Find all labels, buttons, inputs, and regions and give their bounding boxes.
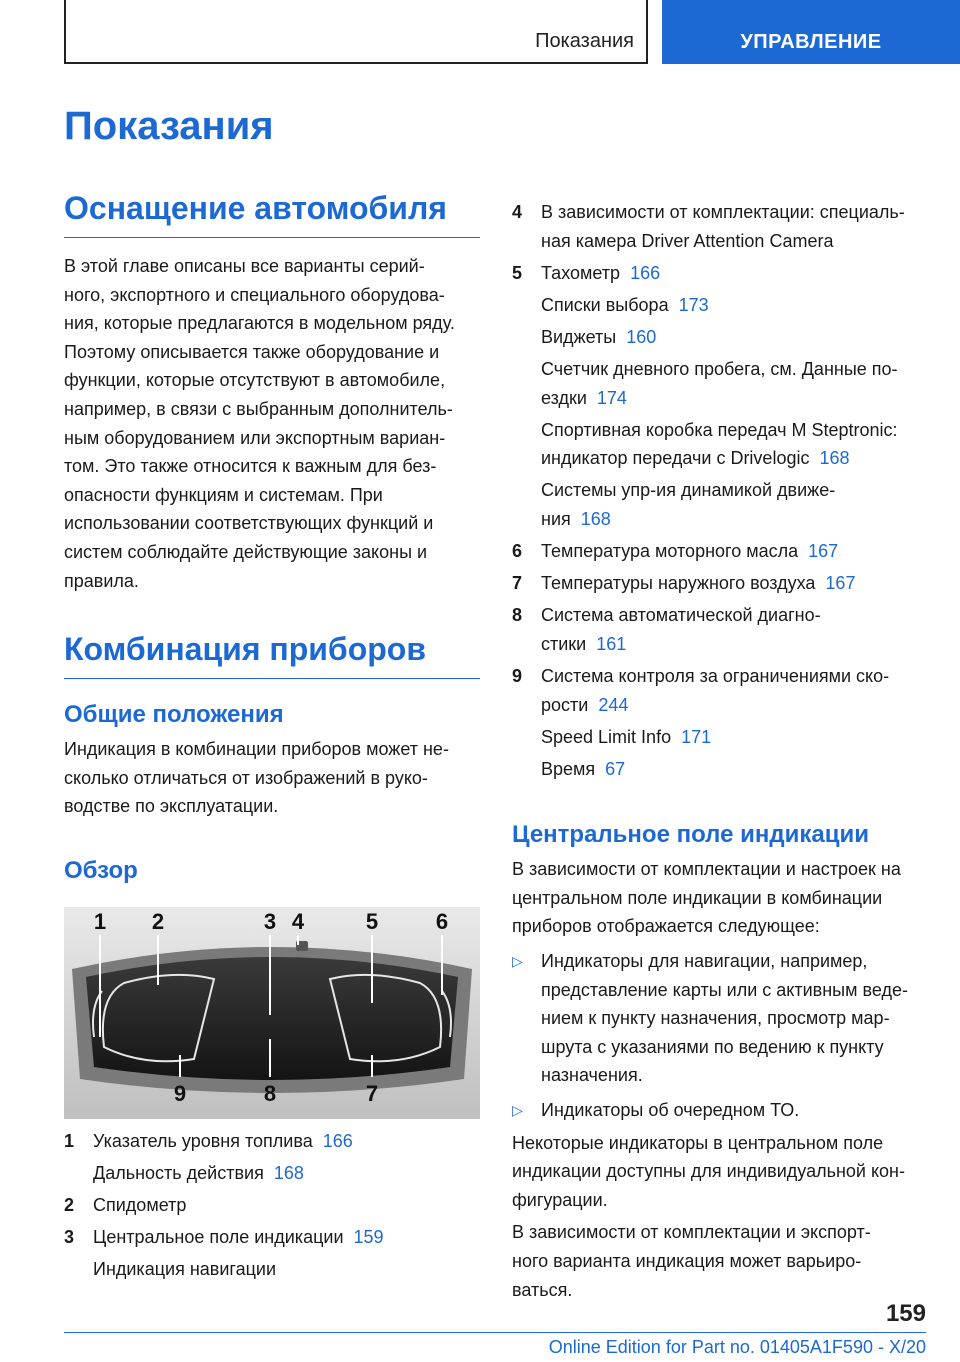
- page-reference-link[interactable]: 167: [825, 573, 856, 594]
- item-number: 6: [512, 541, 523, 562]
- text-line: систем соблюдайте действующие законы и: [64, 541, 428, 562]
- bullet-text: представление карты или с активным веде-: [541, 979, 908, 1000]
- item-number: 5: [512, 262, 523, 283]
- callout-4: 4: [291, 908, 305, 934]
- callout-8: 8: [263, 1080, 277, 1106]
- text-line: ния, которые предлагаются в модельном ряду.: [64, 313, 455, 334]
- text-line: Индикация в комбинации приборов может не-: [64, 739, 449, 760]
- central-paragraph-3: [512, 1218, 926, 1304]
- list-subitem: [512, 723, 926, 752]
- page-reference-link[interactable]: 244: [598, 694, 629, 715]
- text-line: ного варианта индикация может варьиро-: [512, 1251, 862, 1271]
- overview-heading: Обзор: [64, 856, 138, 884]
- item-number: 1: [64, 1130, 75, 1151]
- page-reference-link[interactable]: 166: [630, 262, 661, 283]
- item-text: индикатор передачи с Drivelogic: [541, 448, 810, 469]
- item-text: рости: [541, 694, 589, 715]
- page-reference-link[interactable]: 159: [353, 1227, 384, 1248]
- item-text: Индикация навигации: [93, 1259, 276, 1280]
- text-line: фигурации.: [512, 1189, 608, 1210]
- item-text: Время: [541, 758, 596, 779]
- page-reference-link[interactable]: 161: [596, 633, 627, 654]
- item-number: 3: [64, 1227, 75, 1248]
- text-line: ного, экспортного и специального оборудова-: [64, 284, 445, 305]
- footer-divider: [64, 1332, 926, 1333]
- item-text: Температура моторного масла: [541, 541, 799, 562]
- instrument-cluster-diagram: [64, 907, 480, 1119]
- list-item: [512, 569, 926, 598]
- item-text: ная камера Driver Attention Camera: [541, 230, 834, 251]
- bullet-text: нием к пункту назначения, просмотр мар-: [541, 1008, 890, 1029]
- text-line: В этой главе описаны все варианты серий-: [64, 256, 425, 276]
- item-text: Система автоматической диагно-: [541, 605, 821, 626]
- text-line: функции, которые отсутствуют в автомобиле,: [64, 370, 446, 391]
- list-item: [512, 601, 926, 658]
- legend-list-right: [512, 198, 926, 783]
- header-section-box: [64, 0, 648, 64]
- bullet-text: назначения.: [541, 1065, 643, 1086]
- text-line: опасности функциям и системам. При: [64, 484, 383, 505]
- text-line: использовании соответствующих функций и: [64, 513, 434, 534]
- right-column: [512, 198, 926, 1304]
- list-item: [512, 259, 926, 288]
- general-paragraph: [64, 735, 480, 821]
- triangle-bullet-icon: ▷: [512, 1102, 523, 1119]
- list-subitem: [512, 355, 926, 412]
- item-text: Указатель уровня топлива: [93, 1130, 313, 1151]
- list-item: [512, 537, 926, 566]
- header-section-label: Показания: [535, 30, 634, 52]
- item-number: 4: [512, 202, 523, 222]
- callout-1: 1: [93, 908, 107, 934]
- list-subitem: [512, 416, 926, 473]
- callout-9: 9: [173, 1080, 187, 1106]
- list-item: [64, 1191, 480, 1220]
- item-text: стики: [541, 633, 587, 654]
- equipment-heading: Оснащение автомобиля: [64, 190, 480, 238]
- central-paragraph-2: [512, 1129, 926, 1215]
- central-intro-paragraph: [512, 855, 926, 941]
- list-subitem: [64, 1159, 480, 1188]
- list-subitem: [512, 755, 926, 784]
- item-text: Списки выбора: [541, 294, 669, 315]
- page-reference-link[interactable]: 171: [681, 726, 712, 747]
- legend-list-left: [64, 1127, 480, 1284]
- list-item: [512, 662, 926, 719]
- list-subitem: [512, 291, 926, 320]
- text-line: Поэтому описывается также оборудование и: [64, 341, 440, 362]
- callout-5: 5: [365, 908, 379, 934]
- page-reference-link[interactable]: 160: [626, 326, 657, 347]
- cluster-heading: Комбинация приборов: [64, 631, 480, 679]
- page-reference-link[interactable]: 67: [605, 758, 626, 779]
- item-text: Виджеты: [541, 326, 617, 347]
- central-field-heading: Центральное поле индикации: [512, 821, 869, 849]
- callout-7: 7: [365, 1080, 379, 1106]
- list-item: [64, 1127, 480, 1156]
- item-text: Температуры наружного воздуха: [541, 573, 816, 594]
- item-number: 9: [512, 665, 523, 686]
- header-chapter-tab: УПРАВЛЕНИЕ: [662, 0, 960, 64]
- bullet-text: Индикаторы об очередном ТО.: [541, 1100, 800, 1121]
- list-item: [64, 1223, 480, 1252]
- equipment-paragraph: [64, 252, 480, 595]
- text-line: приборов отображается следующее:: [512, 916, 820, 937]
- text-line: Некоторые индикаторы в центральном поле: [512, 1132, 884, 1153]
- text-line: В зависимости от комплектации и экспорт-: [512, 1222, 871, 1243]
- item-text: Speed Limit Info: [541, 726, 672, 747]
- page-title: Показания: [64, 104, 274, 148]
- item-text: Центральное поле индикации: [93, 1227, 344, 1248]
- item-text: Системы упр-ия динамикой движе-: [541, 480, 836, 501]
- text-line: ваться.: [512, 1279, 573, 1300]
- footer-edition-text: Online Edition for Part no. 01405A1F590 - X/20: [548, 1337, 926, 1357]
- item-number: 2: [64, 1195, 75, 1216]
- item-text: Спортивная коробка передач M Steptronic:: [541, 419, 898, 440]
- item-text: Тахометр: [541, 262, 621, 283]
- triangle-bullet-icon: ▷: [512, 953, 523, 970]
- page-reference-link[interactable]: 168: [273, 1163, 304, 1183]
- callout-6: 6: [435, 908, 449, 934]
- list-item: [512, 198, 926, 255]
- bullet-item: [512, 1096, 926, 1125]
- page-reference-link[interactable]: 166: [322, 1130, 353, 1151]
- text-line: том. Это также относится к важным для без-: [64, 456, 437, 477]
- page-reference-link[interactable]: 168: [819, 448, 850, 469]
- page-reference-link[interactable]: 167: [808, 541, 839, 562]
- bullet-text: Индикаторы для навигации, например,: [541, 951, 868, 972]
- item-text: Система контроля за ограничениями ско-: [541, 665, 890, 686]
- item-number: 7: [512, 573, 523, 594]
- list-subitem: [64, 1255, 480, 1284]
- page-reference-link[interactable]: 168: [580, 508, 611, 529]
- page-reference-link[interactable]: 173: [678, 294, 709, 315]
- text-line: например, в связи с выбранным дополнитель-: [64, 398, 453, 419]
- callout-2: 2: [151, 908, 165, 934]
- text-line: правила.: [64, 570, 139, 591]
- text-line: центральном поле индикации в комбинации: [512, 887, 883, 908]
- item-text: ния: [541, 508, 571, 529]
- page-number: 159: [885, 1300, 926, 1327]
- item-text: Спидометр: [93, 1195, 187, 1216]
- item-number: 8: [512, 605, 523, 626]
- page-reference-link[interactable]: 174: [596, 387, 627, 408]
- text-line: индикации доступны для индивидуальной кон-: [512, 1161, 905, 1182]
- item-text: ездки: [541, 387, 587, 408]
- item-text: В зависимости от комплектации: специаль-: [541, 202, 905, 222]
- bullet-text: шрута с указаниями по ведению к пункту: [541, 1036, 884, 1057]
- text-line: ным оборудованием или экспортным вариан-: [64, 427, 446, 448]
- text-line: В зависимости от комплектации и настроек на: [512, 859, 901, 880]
- bullet-item: [512, 947, 926, 1090]
- callout-3: 3: [263, 908, 277, 934]
- text-line: водстве по эксплуатации.: [64, 796, 279, 817]
- left-column: [64, 190, 480, 1284]
- item-text: Дальность действия: [93, 1163, 264, 1183]
- text-line: сколько отличаться от изображений в руко-: [64, 767, 428, 788]
- list-subitem: [512, 323, 926, 352]
- item-text: Счетчик дневного пробега, см. Данные по-: [541, 358, 898, 379]
- general-heading: Общие положения: [64, 701, 284, 729]
- list-subitem: [512, 476, 926, 533]
